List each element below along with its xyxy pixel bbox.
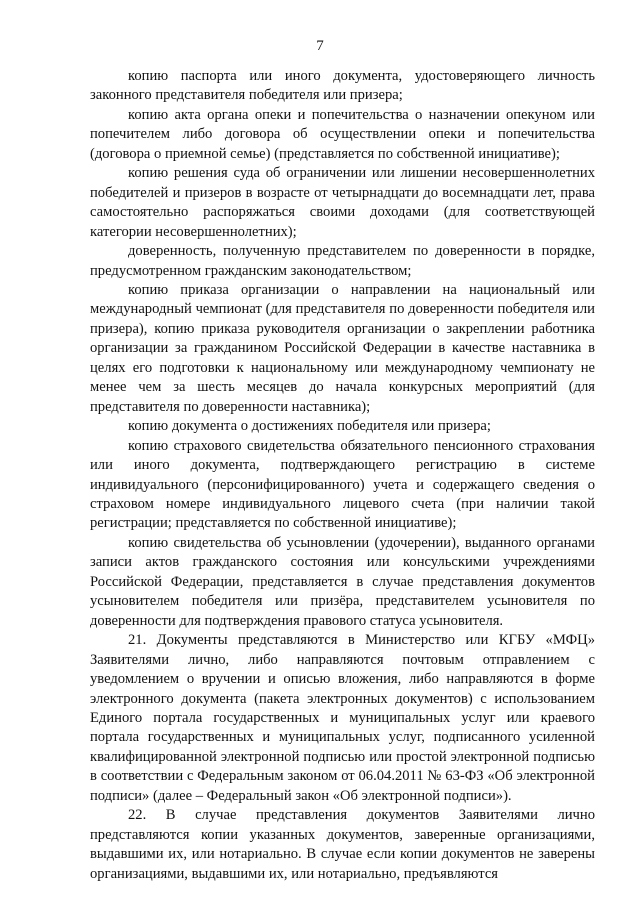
document-body <box>90 67 595 884</box>
paragraph-passport-copy: копию паспорта или иного документа, удостоверяющего личность законного представителя победителя или призера; <box>90 68 595 104</box>
paragraph-organization-order: копию приказа организации о направлении на национальный или международный чемпионат (для представителя по доверенности победителя или призера), копию приказа руководителя организации о закреплении работника организации за гражданином Российской Федерации в качестве наставника в целях его подготовки к национальному или международному чемпионату не менее чем за шесть месяцев до начала конкурсных мероприятий (для представителя по доверенности наставника); <box>90 281 595 415</box>
paragraph-adoption-certificate: копию свидетельства об усыновлении (удочерении), выданного органами записи актов гражданского состояния или консульскими учреждениями Российской Федерации, представляется в случае представления документов усыновителем победителя или призёра, представителем усыновителя по доверенности для подтверждения правового статуса усыновителя. <box>90 534 595 629</box>
page-number: 7 <box>316 38 324 54</box>
paragraph-guardianship-act: копию акта органа опеки и попечительства о назначении опекуном или попечителем либо договора об осуществлении опеки и попечительства (договора о приемной семье) (представляется по собственной инициативе); <box>90 106 595 162</box>
paragraph-power-of-attorney: доверенность, полученную представителем по доверенности в порядке, предусмотренном гражданским законодательством; <box>90 243 595 279</box>
paragraph-court-decision: копию решения суда об ограничении или лишении несовершеннолетних победителей и призеров в возрасте от четырнадцати до восемнадцати лет, права самостоятельно распоряжаться своими доходами (для соответствующей категории несовершеннолетних); <box>90 165 595 240</box>
paragraph-clause-21: 21. Документы представляются в Министерство или КГБУ «МФЦ» Заявителями лично, либо направляются почтовым отправлением с уведомлением о вручении и описью вложения, либо направляются в форме электронного документа (пакета электронных документов) с использованием Единого портала государственных и муниципальных услуг или краевого портала государственных и муниципальных услуг, подписанного усиленной квалифицированной электронной подписью или простой электронной подписью в соответствии с Федеральным законом от 06.04.2011 № 63-ФЗ «Об электронной подписи» (далее – Федеральный закон «Об электронной подписи»). <box>90 632 595 804</box>
paragraph-clause-22: 22. В случае представления документов Заявителями лично представляются копии указанных документов, заверенные организациями, выдавшими их, или нотариально. В случае если копии документов не заверены организациями, выдавшими их, или нотариально, предъявляются <box>90 807 595 882</box>
paragraph-achievements-document: копию документа о достижениях победителя или призера; <box>128 418 491 435</box>
paragraph-insurance-certificate: копию страхового свидетельства обязательного пенсионного страхования или иного документа, подтверждающего регистрацию в системе индивидуального (персонифицированного) учета и содержащего сведения о страховом номере индивидуального лицевого счета (при наличии такой регистрации; представляется по собственной инициативе); <box>90 437 595 532</box>
